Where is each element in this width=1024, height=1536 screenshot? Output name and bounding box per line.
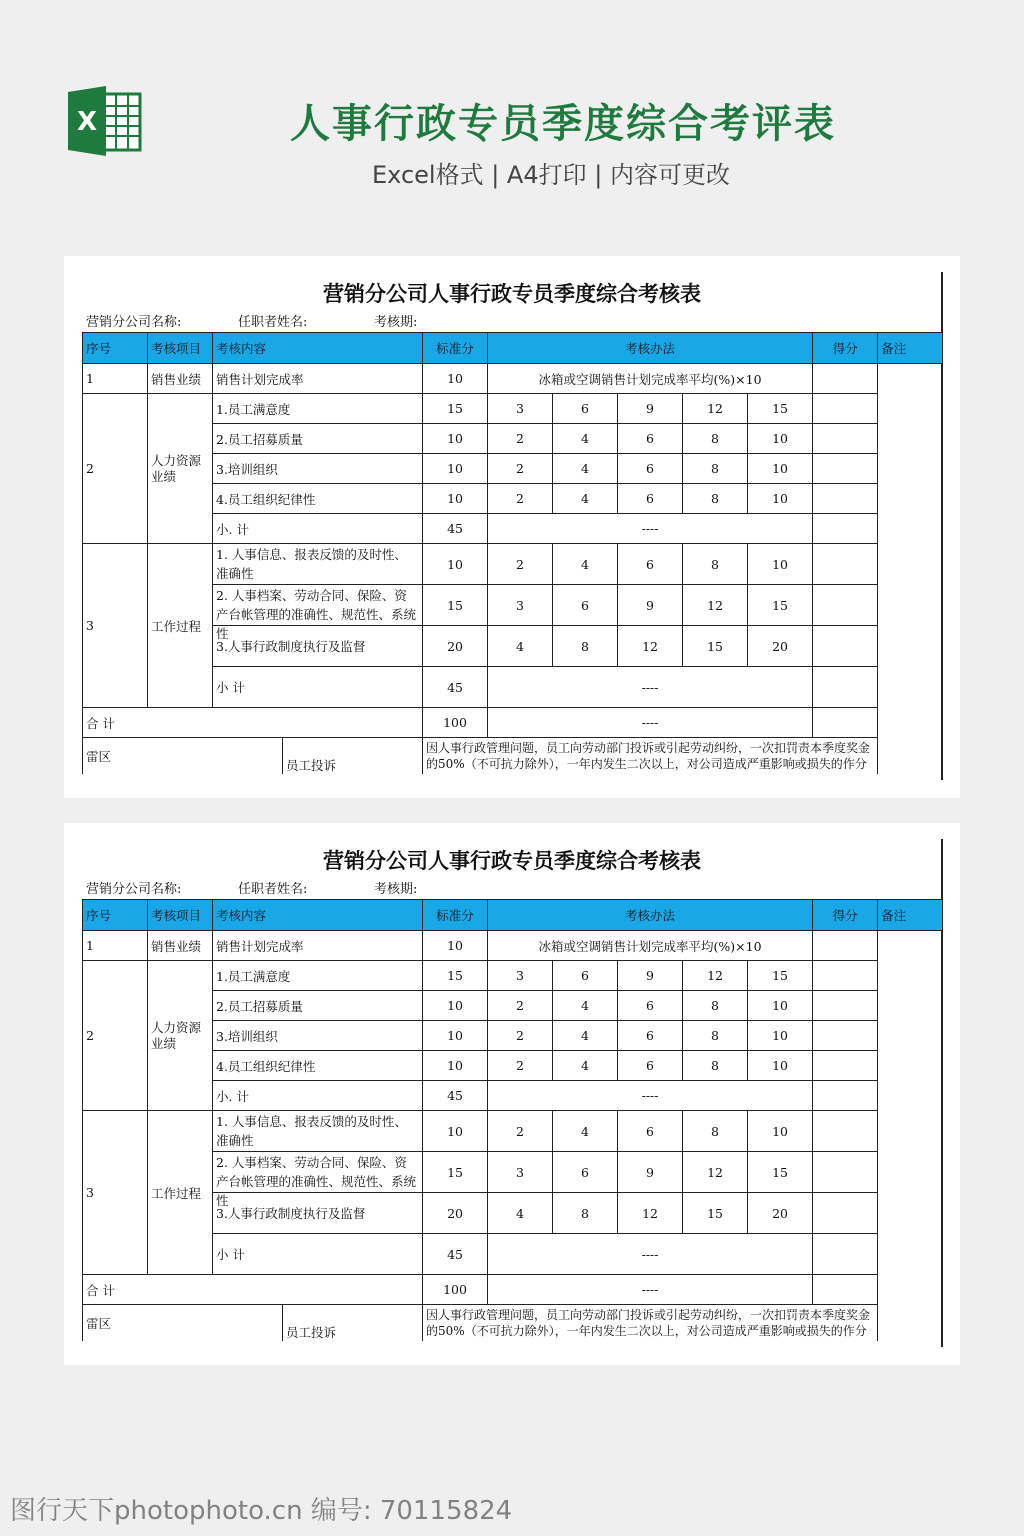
cell-score [813,424,878,454]
cell-method: 12 [618,626,683,667]
cell-content: 3.培训组织 [213,454,423,484]
cell-method: 8 [683,544,748,585]
cell-content: 1. 人事信息、报表反馈的及时性、准确性 [213,544,423,585]
cell-score [813,364,878,394]
header-remark: 备注 [878,333,943,364]
cell-standard: 15 [423,585,488,626]
cell-method: 2 [488,1021,553,1051]
cell-standard: 15 [423,394,488,424]
header-score: 得分 [813,900,878,931]
header-standard: 标准分 [423,900,488,931]
cell-method: 12 [683,394,748,424]
cell-method: 4 [553,454,618,484]
sheet-title: 营销分公司人事行政专员季度综合考核表 [323,281,701,306]
cell-no: 3 [83,544,148,708]
cell-score [813,667,878,708]
company-name-label: 营销分公司名称: [86,315,182,330]
evaluation-table [82,899,943,1341]
header-content: 考核内容 [213,900,423,931]
header-method: 考核办法 [488,333,813,364]
cell-method: 6 [553,394,618,424]
cell-score [813,991,878,1021]
cell-standard: 10 [423,1021,488,1051]
cell-subtotal-label: 小 计 [213,1234,423,1275]
cell-subtotal: 45 [423,514,488,544]
cell-method: 2 [488,454,553,484]
cell-content: 2.员工招募质量 [213,424,423,454]
cell-method: 15 [748,394,813,424]
cell-standard: 10 [423,454,488,484]
cell-no: 2 [83,394,148,544]
cell-item: 工作过程 [148,1111,213,1275]
cell-content: 3.培训组织 [213,1021,423,1051]
cell-method: 2 [488,424,553,454]
cell-method: 6 [618,1051,683,1081]
cell-item: 工作过程 [148,544,213,708]
cell-method: 15 [748,961,813,991]
cell-score [813,626,878,667]
cell-score [813,585,878,626]
sheet-preview-1 [64,256,960,798]
cell-content: 4.员工组织纪律性 [213,1051,423,1081]
cell-item: 销售业绩 [148,931,213,961]
logo-letter: X [76,107,98,137]
cell-content: 2.员工招募质量 [213,991,423,1021]
total-row [83,1275,943,1305]
cell-total: 100 [423,708,488,738]
cell-content: 1.员工满意度 [213,394,423,424]
cell-penalty-zone: 雷区 [83,738,283,775]
cell-method: 15 [748,1152,813,1193]
cell-content: 3.人事行政制度执行及监督 [213,626,423,667]
page-subtitle: Excel格式 | A4打印 | 内容可更改 [372,161,730,189]
header-remark: 备注 [878,900,943,931]
cell-standard: 10 [423,991,488,1021]
cell-standard: 20 [423,1193,488,1234]
cell-remark [878,931,943,1342]
table-header-row [83,900,943,931]
cell-standard: 15 [423,1152,488,1193]
cell-content: 1.员工满意度 [213,961,423,991]
cell-method: 8 [553,1193,618,1234]
cell-content: 销售计划完成率 [213,364,423,394]
cell-method: ---- [488,1081,813,1111]
cell-penalty-item: 员工投诉 [283,1305,423,1342]
cell-score [813,708,878,738]
cell-method: 9 [618,394,683,424]
cell-method: 12 [683,961,748,991]
cell-method: 3 [488,961,553,991]
header [0,0,1024,240]
cell-method: 8 [683,454,748,484]
cell-method: ---- [488,514,813,544]
cell-score [813,394,878,424]
cell-item: 人力资源业绩 [148,961,213,1111]
cell-subtotal: 45 [423,1081,488,1111]
header-standard: 标准分 [423,333,488,364]
header-item: 考核项目 [148,900,213,931]
cell-method: 4 [553,991,618,1021]
header-no: 序号 [83,900,148,931]
employee-name-label: 任职者姓名: [238,882,308,897]
cell-standard: 15 [423,961,488,991]
cell-method: 2 [488,484,553,514]
cell-method: 4 [553,1111,618,1152]
cell-no: 2 [83,961,148,1111]
cell-content: 4.员工组织纪律性 [213,484,423,514]
cell-penalty-item: 员工投诉 [283,738,423,775]
cell-content: 销售计划完成率 [213,931,423,961]
employee-name-label: 任职者姓名: [238,315,308,330]
table-row [83,394,943,424]
cell-method: ---- [488,667,813,708]
sheet-preview-2 [64,823,960,1365]
cell-method: 8 [683,1021,748,1051]
penalty-row [83,738,943,775]
cell-subtotal: 45 [423,667,488,708]
company-name-label: 营销分公司名称: [86,882,182,897]
header-no: 序号 [83,333,148,364]
cell-method: 4 [553,484,618,514]
cell-method: 12 [618,1193,683,1234]
cell-score [813,1111,878,1152]
total-row [83,708,943,738]
cell-method: 15 [748,585,813,626]
watermark: 图行天下photophoto.cn 编号: 70115824 [10,1496,513,1526]
period-label: 考核期: [374,882,418,897]
cell-method: 4 [488,626,553,667]
cell-method: 6 [618,1111,683,1152]
cell-method: 6 [553,1152,618,1193]
cell-content: 3.人事行政制度执行及监督 [213,1193,423,1234]
cell-score [813,544,878,585]
cell-content: 2. 人事档案、劳动合同、保险、资产台帐管理的准确性、规范性、系统性 [213,1152,423,1193]
table-row [83,931,943,961]
evaluation-table [82,332,943,774]
cell-method: 6 [618,544,683,585]
cell-method: 10 [748,544,813,585]
cell-method: 冰箱或空调销售计划完成率平均(%)×10 [488,931,813,961]
table-row [83,961,943,991]
cell-method: 3 [488,394,553,424]
header-item: 考核项目 [148,333,213,364]
cell-score [813,1234,878,1275]
cell-no: 1 [83,931,148,961]
excel-logo-icon [66,86,142,156]
cell-method: 6 [618,484,683,514]
cell-method: ---- [488,1275,813,1305]
cell-score [813,1193,878,1234]
cell-method: 9 [618,1152,683,1193]
cell-method: 10 [748,484,813,514]
cell-method: 9 [618,585,683,626]
cell-method: 6 [553,961,618,991]
cell-method: 12 [683,1152,748,1193]
cell-method: 6 [553,585,618,626]
cell-method: 20 [748,1193,813,1234]
cell-content: 2. 人事档案、劳动合同、保险、资产台帐管理的准确性、规范性、系统性 [213,585,423,626]
cell-no: 3 [83,1111,148,1275]
cell-method: 10 [748,991,813,1021]
cell-method: 3 [488,585,553,626]
table-row [83,1111,943,1152]
cell-remark [878,364,943,775]
cell-standard: 10 [423,1111,488,1152]
cell-method: 2 [488,991,553,1021]
cell-item: 销售业绩 [148,364,213,394]
cell-method: 4 [553,1051,618,1081]
page-title: 人事行政专员季度综合考评表 [290,101,836,147]
table-row [83,544,943,585]
table-header-row [83,333,943,364]
cell-method: 8 [683,1111,748,1152]
cell-method: 8 [683,991,748,1021]
cell-method: 10 [748,1111,813,1152]
table-row [83,364,943,394]
cell-score [813,1152,878,1193]
cell-subtotal-label: 小 计 [213,667,423,708]
cell-method: 2 [488,1111,553,1152]
cell-score [813,454,878,484]
cell-method: 6 [618,1021,683,1051]
cell-total-label: 合 计 [83,708,423,738]
cell-score [813,1081,878,1111]
cell-score [813,1021,878,1051]
cell-total: 100 [423,1275,488,1305]
cell-total-label: 合 计 [83,1275,423,1305]
cell-no: 1 [83,364,148,394]
cell-subtotal: 45 [423,1234,488,1275]
cell-method: 8 [683,424,748,454]
cell-score [813,514,878,544]
penalty-row [83,1305,943,1342]
cell-penalty-zone: 雷区 [83,1305,283,1342]
cell-method: 冰箱或空调销售计划完成率平均(%)×10 [488,364,813,394]
cell-method: 15 [683,626,748,667]
cell-standard: 20 [423,626,488,667]
cell-method: 10 [748,1051,813,1081]
cell-method: 2 [488,1051,553,1081]
cell-item: 人力资源业绩 [148,394,213,544]
cell-standard: 10 [423,424,488,454]
cell-method: 4 [488,1193,553,1234]
cell-method: 6 [618,454,683,484]
cell-standard: 10 [423,1051,488,1081]
cell-content: 1. 人事信息、报表反馈的及时性、准确性 [213,1111,423,1152]
cell-subtotal-label: 小. 计 [213,1081,423,1111]
cell-method: 2 [488,544,553,585]
cell-method: 9 [618,961,683,991]
cell-method: 4 [553,1021,618,1051]
header-content: 考核内容 [213,333,423,364]
cell-standard: 10 [423,484,488,514]
sheet-title: 营销分公司人事行政专员季度综合考核表 [323,848,701,873]
cell-method: 10 [748,1021,813,1051]
cell-score [813,1275,878,1305]
cell-method: 8 [553,626,618,667]
cell-score [813,961,878,991]
cell-subtotal-label: 小. 计 [213,514,423,544]
cell-method: 8 [683,1051,748,1081]
cell-method: 15 [683,1193,748,1234]
cell-method: 8 [683,484,748,514]
cell-method: 6 [618,991,683,1021]
cell-method: 12 [683,585,748,626]
cell-standard: 10 [423,544,488,585]
cell-method: ---- [488,1234,813,1275]
cell-standard: 10 [423,364,488,394]
cell-method: 6 [618,424,683,454]
cell-score [813,1051,878,1081]
cell-score [813,931,878,961]
cell-score [813,484,878,514]
header-method: 考核办法 [488,900,813,931]
cell-method: 3 [488,1152,553,1193]
header-score: 得分 [813,333,878,364]
cell-penalty-text: 因人事行政管理问题，员工向劳动部门投诉或引起劳动纠纷，一次扣罚责本季度奖金的50%（不可抗力除外），一年内发生二次以上，对公司造成严重影响或损失的作分 [423,1305,878,1342]
cell-method: 20 [748,626,813,667]
cell-method: 10 [748,424,813,454]
cell-method: 4 [553,424,618,454]
cell-standard: 10 [423,931,488,961]
cell-method: 4 [553,544,618,585]
cell-method: ---- [488,708,813,738]
cell-penalty-text: 因人事行政管理问题，员工向劳动部门投诉或引起劳动纠纷，一次扣罚责本季度奖金的50%（不可抗力除外），一年内发生二次以上，对公司造成严重影响或损失的作分 [423,738,878,775]
cell-method: 10 [748,454,813,484]
period-label: 考核期: [374,315,418,330]
